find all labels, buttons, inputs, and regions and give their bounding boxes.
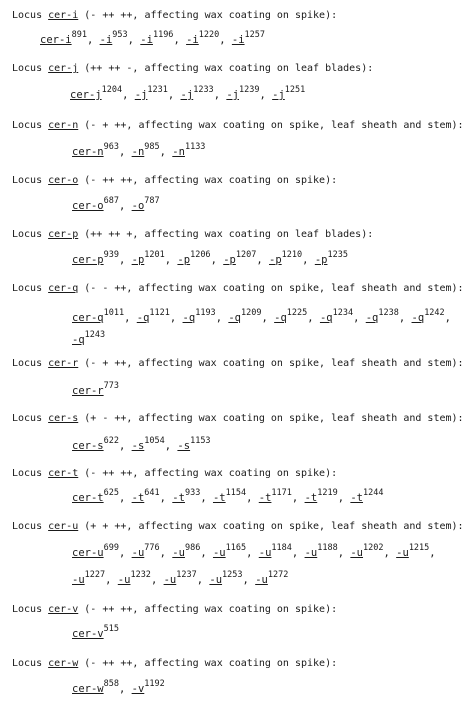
- allele-number: 1237: [176, 570, 197, 580]
- allele-symbol: cer-o: [72, 200, 104, 212]
- allele: [72, 381, 119, 397]
- allele-number: 1188: [317, 543, 338, 553]
- allele: [274, 308, 308, 324]
- allele-separator: ,: [200, 492, 213, 504]
- allele-symbol: -n: [172, 146, 185, 158]
- allele-symbol: -p: [314, 254, 328, 266]
- allele-separator: ,: [307, 312, 320, 324]
- allele-symbol: -o: [131, 200, 145, 212]
- allele: [172, 488, 201, 504]
- allele: [72, 142, 119, 158]
- allele-number: 1232: [130, 570, 151, 580]
- locus-heading: [12, 413, 464, 425]
- allele: [140, 30, 174, 46]
- allele-separator: ,: [259, 89, 273, 101]
- allele: [131, 142, 160, 158]
- locus-description: (++ ++ -, affecting wax coating on leaf blades):: [78, 63, 374, 74]
- locus-description: (- + ++, affecting wax coating on spike, leaf sheath and stem):: [78, 120, 464, 131]
- allele-symbol: -i: [186, 34, 199, 46]
- allele-number: 1219: [317, 488, 338, 498]
- allele-symbol: -q: [365, 312, 379, 324]
- locus-description: (- ++ ++, affecting wax coating on spike):: [78, 10, 338, 21]
- locus-description: (- ++ ++, affecting wax coating on spike):: [78, 604, 338, 615]
- allele-symbol: cer-t: [72, 492, 104, 504]
- allele-number: 625: [103, 488, 119, 498]
- allele-symbol: -t: [172, 492, 185, 504]
- allele-separator: ,: [124, 312, 137, 324]
- allele-symbol: cer-s: [72, 440, 104, 452]
- allele: [72, 488, 119, 504]
- allele: [72, 679, 119, 695]
- allele: [40, 30, 87, 46]
- allele-number: 515: [103, 624, 119, 634]
- allele-number: 1253: [222, 570, 243, 580]
- allele-symbol: -u: [258, 547, 272, 559]
- allele-number: 1272: [267, 570, 289, 580]
- allele-list: [72, 250, 348, 267]
- allele-number: 986: [184, 543, 201, 553]
- allele-separator: ,: [353, 312, 366, 324]
- locus-prefix: Locus: [12, 229, 49, 240]
- allele-separator: ,: [213, 89, 227, 101]
- allele-separator: ,: [122, 89, 135, 101]
- locus-description: (- + ++, affecting wax coating on spike, leaf sheath and stem):: [78, 358, 464, 369]
- allele-symbol: -j: [134, 89, 148, 101]
- allele-number: 1238: [378, 308, 399, 318]
- allele-symbol: -j: [180, 89, 194, 101]
- locus-heading: [12, 468, 337, 480]
- allele-symbol: -p: [131, 254, 145, 266]
- allele-number: 787: [144, 196, 160, 206]
- allele-number: 953: [112, 30, 128, 40]
- allele-number: 1243: [84, 330, 106, 340]
- allele-number: 1234: [332, 308, 354, 318]
- allele-list: [72, 624, 119, 641]
- allele-list: [72, 543, 436, 560]
- locus-prefix: Locus: [12, 521, 49, 532]
- allele-symbol: -n: [131, 146, 145, 158]
- allele-number: 1244: [363, 488, 384, 498]
- allele-separator: ,: [196, 574, 210, 586]
- allele-number: 1165: [225, 543, 247, 553]
- allele-separator: ,: [429, 547, 436, 559]
- allele-number: 1235: [327, 250, 348, 260]
- allele-separator: ,: [337, 547, 351, 559]
- allele: [304, 543, 338, 559]
- allele-symbol: -t: [304, 492, 318, 504]
- locus-heading: [12, 120, 464, 132]
- allele: [72, 250, 119, 266]
- allele: [319, 308, 354, 324]
- allele-number: 939: [103, 250, 119, 260]
- locus-prefix: Locus: [12, 175, 49, 186]
- allele-symbol: -q: [72, 334, 85, 346]
- allele-number: 699: [103, 543, 119, 553]
- allele-number: 1154: [225, 488, 247, 498]
- allele-separator: ,: [118, 440, 132, 452]
- locus-prefix: Locus: [12, 63, 49, 74]
- allele-symbol: -j: [226, 89, 239, 101]
- allele-list: [72, 679, 165, 696]
- allele-list: [72, 570, 289, 587]
- allele: [180, 85, 214, 101]
- locus-name: cer-t: [48, 468, 79, 479]
- allele: [269, 250, 303, 266]
- allele: [228, 308, 262, 324]
- allele: [72, 308, 125, 324]
- allele-symbol: -t: [212, 492, 226, 504]
- allele-separator: ,: [150, 574, 164, 586]
- locus-description: (+ + ++, affecting wax coating on spike, leaf sheath and stem):: [78, 521, 464, 532]
- allele-separator: ,: [164, 254, 178, 266]
- locus-description: (- ++ ++, affecting wax coating on spike):: [78, 175, 338, 186]
- allele-separator: ,: [118, 683, 132, 695]
- allele-number: 963: [103, 142, 119, 152]
- allele-number: 1121: [149, 308, 170, 318]
- allele-separator: ,: [118, 254, 132, 266]
- allele-symbol: -j: [272, 89, 285, 101]
- allele-separator: ,: [246, 492, 259, 504]
- allele: [258, 488, 292, 504]
- allele-symbol: -i: [231, 34, 245, 46]
- allele-number: 1171: [271, 488, 292, 498]
- allele-list: [72, 381, 119, 398]
- locus-description: (- - ++, affecting wax coating on spike, leaf sheath and stem):: [78, 283, 464, 294]
- allele: [186, 30, 220, 46]
- allele-number: 776: [144, 543, 160, 553]
- allele: [72, 436, 119, 452]
- allele-list: [72, 488, 384, 505]
- allele-list: [72, 436, 211, 453]
- locus-heading: [12, 521, 464, 533]
- locus-heading: [12, 358, 464, 370]
- allele-number: 1209: [241, 308, 262, 318]
- locus-name: cer-o: [48, 175, 79, 186]
- allele: [72, 196, 119, 212]
- allele: [272, 85, 306, 101]
- allele-symbol: -p: [269, 254, 282, 266]
- locus-prefix: Locus: [12, 283, 49, 294]
- locus-name: cer-p: [48, 229, 79, 240]
- allele-symbol: -s: [131, 440, 145, 452]
- allele-symbol: -q: [319, 312, 333, 324]
- allele-symbol: -u: [163, 574, 177, 586]
- locus-prefix: Locus: [12, 358, 49, 369]
- allele-number: 1201: [144, 250, 165, 260]
- allele: [117, 570, 151, 586]
- locus-heading: [12, 63, 373, 75]
- allele-symbol: -p: [223, 254, 236, 266]
- allele-number: 1239: [239, 85, 260, 95]
- allele-separator: ,: [256, 254, 270, 266]
- locus-heading: [12, 10, 337, 22]
- allele-number: 1207: [235, 250, 257, 260]
- allele: [231, 30, 266, 46]
- allele: [258, 543, 292, 559]
- allele-number: 1184: [271, 543, 292, 553]
- allele-separator: ,: [159, 146, 173, 158]
- allele-number: 1204: [101, 85, 123, 95]
- allele: [72, 570, 106, 586]
- allele-separator: ,: [210, 254, 224, 266]
- locus-name: cer-u: [48, 521, 79, 532]
- allele-symbol: -q: [182, 312, 196, 324]
- allele-symbol: -t: [131, 492, 145, 504]
- allele-number: 985: [144, 142, 160, 152]
- allele-list: [72, 308, 451, 325]
- allele: [99, 30, 128, 46]
- allele-symbol: cer-j: [70, 89, 102, 101]
- allele: [226, 85, 260, 101]
- allele-symbol: cer-i: [40, 34, 72, 46]
- allele-number: 933: [184, 488, 201, 498]
- allele-list: [72, 196, 160, 213]
- allele-number: 687: [103, 196, 119, 206]
- allele-symbol: -s: [177, 440, 191, 452]
- allele: [212, 543, 247, 559]
- allele-separator: ,: [337, 492, 351, 504]
- allele: [209, 570, 243, 586]
- locus-name: cer-q: [48, 283, 79, 294]
- allele-list: [40, 30, 266, 47]
- locus-prefix: Locus: [12, 413, 49, 424]
- allele-separator: ,: [118, 547, 132, 559]
- allele-symbol: cer-r: [72, 385, 104, 397]
- locus-heading: [12, 658, 337, 670]
- allele-separator: ,: [118, 492, 132, 504]
- allele-separator: ,: [127, 34, 141, 46]
- allele-number: 1206: [190, 250, 211, 260]
- allele: [131, 488, 160, 504]
- allele-symbol: -v: [131, 683, 145, 695]
- allele-separator: ,: [444, 312, 451, 324]
- allele-symbol: -u: [350, 547, 364, 559]
- allele: [131, 196, 160, 212]
- allele-number: 1227: [84, 570, 106, 580]
- locus-heading: [12, 604, 337, 616]
- allele-number: 641: [144, 488, 160, 498]
- locus-prefix: Locus: [12, 468, 49, 479]
- allele-number: 858: [103, 679, 119, 689]
- allele: [72, 543, 119, 559]
- locus-prefix: Locus: [12, 658, 49, 669]
- allele-symbol: -u: [212, 547, 226, 559]
- allele-symbol: cer-p: [72, 254, 104, 266]
- allele-separator: ,: [159, 547, 173, 559]
- allele-separator: ,: [398, 312, 412, 324]
- allele-symbol: -p: [177, 254, 191, 266]
- allele-symbol: -u: [131, 547, 145, 559]
- allele-separator: ,: [261, 312, 275, 324]
- allele-separator: ,: [167, 89, 181, 101]
- allele: [172, 543, 201, 559]
- allele-separator: ,: [118, 146, 132, 158]
- allele-separator: ,: [242, 574, 256, 586]
- allele: [131, 543, 160, 559]
- allele-number: 1193: [195, 308, 216, 318]
- allele: [72, 624, 119, 640]
- allele-number: 1196: [152, 30, 174, 40]
- allele-number: 1202: [363, 543, 384, 553]
- locus-description: (- ++ ++, affecting wax coating on spike):: [78, 468, 338, 479]
- locus-description: (++ ++ +, affecting wax coating on leaf blades):: [78, 229, 374, 240]
- allele-separator: ,: [302, 254, 315, 266]
- allele-separator: ,: [169, 312, 183, 324]
- allele: [136, 308, 170, 324]
- locus-name: cer-s: [48, 413, 79, 424]
- allele-number: 1054: [144, 436, 165, 446]
- allele-symbol: -u: [255, 574, 268, 586]
- allele-number: 773: [103, 381, 119, 391]
- locus-description: (+ - ++, affecting wax coating on spike, leaf sheath and stem):: [78, 413, 464, 424]
- allele-number: 1011: [103, 308, 125, 318]
- allele: [134, 85, 168, 101]
- allele-separator: ,: [383, 547, 397, 559]
- allele-list: [70, 85, 306, 102]
- allele-number: 1153: [190, 436, 211, 446]
- allele-symbol: cer-w: [72, 683, 104, 695]
- allele-symbol: -u: [172, 547, 185, 559]
- allele: [131, 436, 165, 452]
- allele: [314, 250, 348, 266]
- allele: [396, 543, 430, 559]
- allele: [212, 488, 247, 504]
- allele-symbol: cer-v: [72, 628, 104, 640]
- allele-separator: ,: [219, 34, 232, 46]
- allele-separator: ,: [291, 492, 305, 504]
- allele-number: 1210: [281, 250, 303, 260]
- allele-symbol: -i: [140, 34, 153, 46]
- locus-heading: [12, 283, 464, 295]
- locus-name: cer-v: [48, 604, 79, 615]
- allele-symbol: -i: [99, 34, 113, 46]
- allele-number: 1220: [198, 30, 220, 40]
- locus-name: cer-j: [48, 63, 79, 74]
- allele-separator: ,: [164, 440, 178, 452]
- allele-separator: ,: [173, 34, 187, 46]
- allele-symbol: -u: [117, 574, 131, 586]
- allele-symbol: cer-n: [72, 146, 104, 158]
- allele-number: 1192: [144, 679, 165, 689]
- locus-name: cer-n: [48, 120, 79, 131]
- allele: [177, 250, 211, 266]
- allele-separator: ,: [291, 547, 305, 559]
- allele-number: 1242: [424, 308, 445, 318]
- allele: [365, 308, 399, 324]
- allele-symbol: -u: [72, 574, 85, 586]
- allele-symbol: -t: [350, 492, 364, 504]
- allele: [255, 570, 289, 586]
- allele-separator: ,: [159, 492, 173, 504]
- locus-name: cer-r: [48, 358, 79, 369]
- allele: [172, 142, 206, 158]
- allele-symbol: -u: [304, 547, 318, 559]
- locus-heading: [12, 175, 337, 187]
- allele-number: 1233: [193, 85, 214, 95]
- allele-symbol: -u: [396, 547, 409, 559]
- allele-separator: ,: [200, 547, 213, 559]
- allele-number: 891: [71, 30, 87, 40]
- allele-symbol: -u: [209, 574, 223, 586]
- allele-separator: ,: [105, 574, 118, 586]
- allele: [70, 85, 123, 101]
- allele-symbol: -q: [136, 312, 150, 324]
- locus-name: cer-w: [48, 658, 79, 669]
- allele-list: [72, 142, 206, 159]
- allele: [163, 570, 197, 586]
- allele: [350, 543, 384, 559]
- allele-separator: ,: [215, 312, 229, 324]
- allele-number: 1215: [408, 543, 430, 553]
- allele-list: [72, 330, 106, 347]
- allele-symbol: -t: [258, 492, 272, 504]
- allele-symbol: -q: [411, 312, 425, 324]
- allele-symbol: cer-u: [72, 547, 104, 559]
- allele: [131, 250, 165, 266]
- allele: [350, 488, 384, 504]
- allele-number: 1257: [244, 30, 266, 40]
- allele: [131, 679, 165, 695]
- allele-symbol: cer-q: [72, 312, 104, 324]
- allele-number: 1133: [184, 142, 206, 152]
- allele-symbol: -q: [228, 312, 241, 324]
- allele-separator: ,: [118, 200, 132, 212]
- allele: [223, 250, 257, 266]
- allele: [304, 488, 338, 504]
- allele-number: 1225: [286, 308, 308, 318]
- allele-separator: ,: [246, 547, 259, 559]
- locus-prefix: Locus: [12, 604, 49, 615]
- allele: [411, 308, 445, 324]
- allele-number: 1231: [147, 85, 168, 95]
- locus-prefix: Locus: [12, 120, 49, 131]
- allele: [72, 330, 106, 346]
- allele-number: 1251: [284, 85, 306, 95]
- locus-prefix: Locus: [12, 10, 49, 21]
- locus-description: (- ++ ++, affecting wax coating on spike):: [78, 658, 338, 669]
- locus-name: cer-i: [48, 10, 79, 21]
- allele-symbol: -q: [274, 312, 287, 324]
- allele-number: 622: [103, 436, 119, 446]
- allele: [182, 308, 216, 324]
- allele-separator: ,: [86, 34, 100, 46]
- allele: [177, 436, 211, 452]
- locus-heading: [12, 229, 373, 241]
